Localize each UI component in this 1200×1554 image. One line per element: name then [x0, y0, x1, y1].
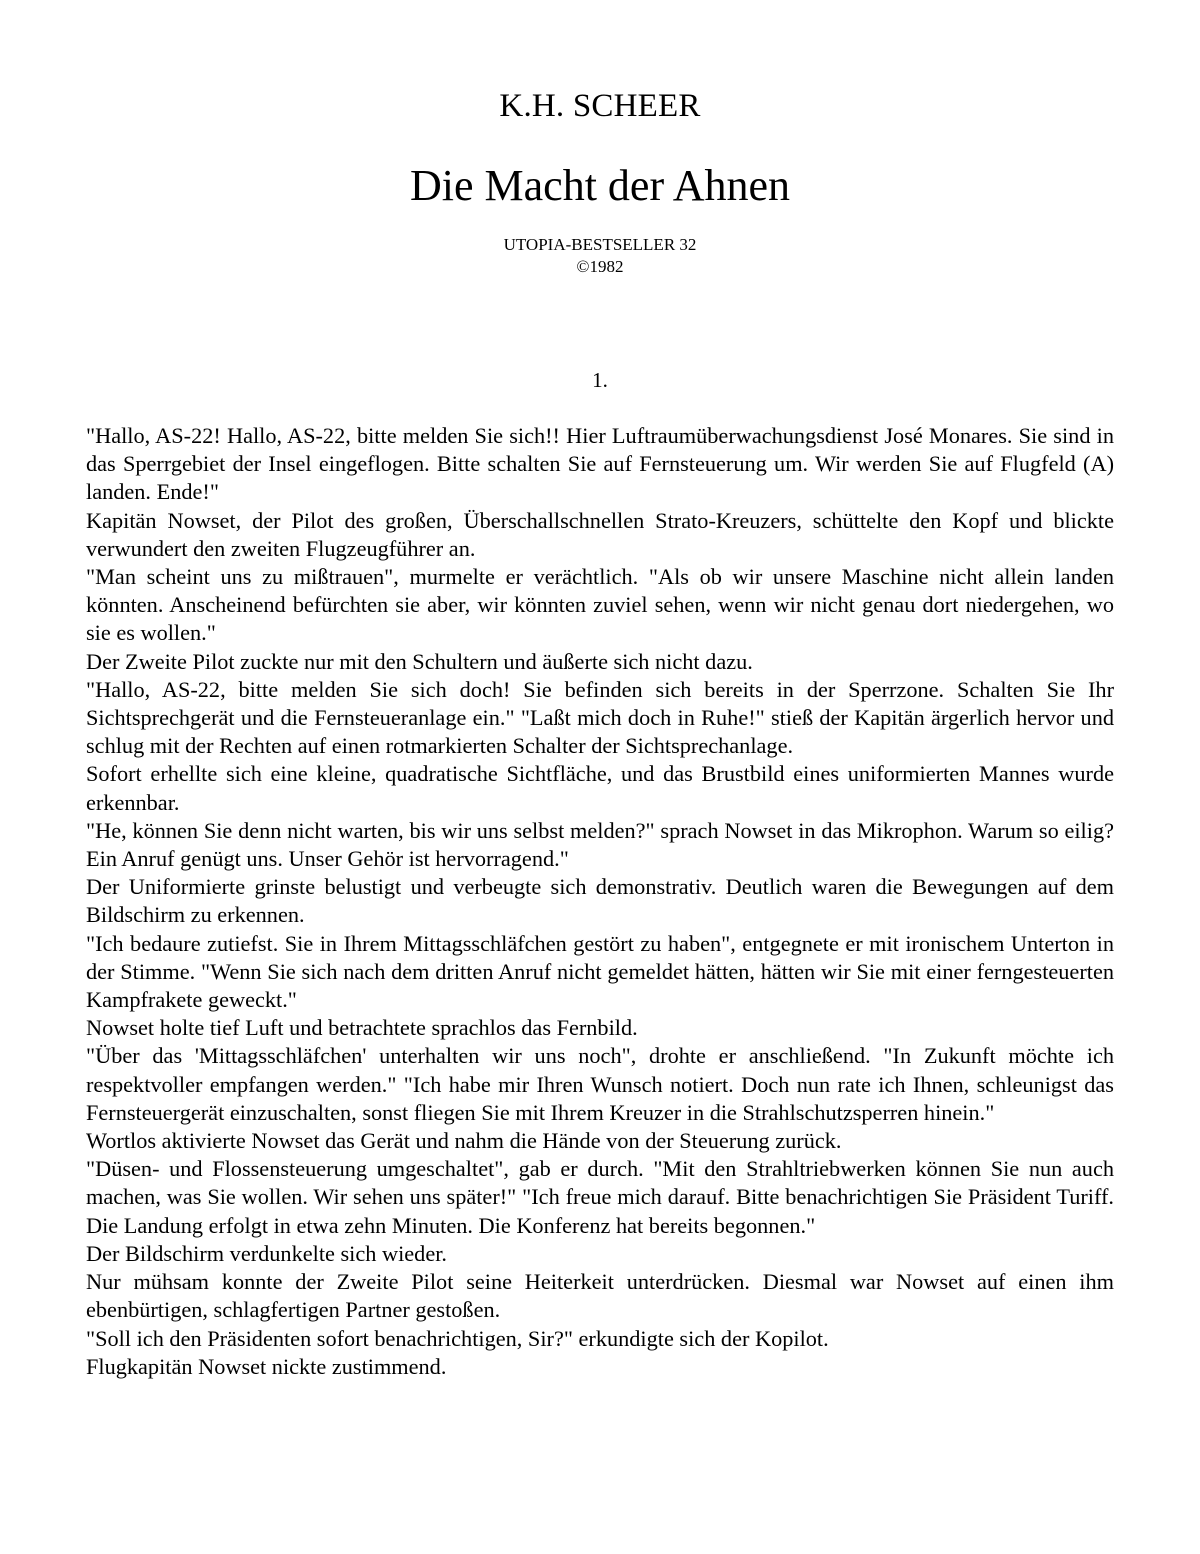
chapter-body [86, 422, 1114, 1381]
paragraph: Der Bildschirm verdunkelte sich wieder. [86, 1240, 447, 1266]
paragraph: "Hallo, AS-22! Hallo, AS-22, bitte melden Sie sich!! Hier Luftraumüberwachungsdienst José Monares. Sie sind in das Sperrgebiet der Insel eingeflogen. Bitte schalten Sie auf Fernsteuerung um. Wir werden Sie auf Flugfeld (A) landen. Ende!" [86, 423, 1114, 505]
paragraph: "Man scheint uns zu mißtrauen", murmelte er verächtlich. "Als ob wir unsere Maschine nicht allein landen könnten. Anscheinend befürchten sie aber, wir könnten zuviel sehen, wenn wir nicht genau dort niedergehen, wo sie es wollen." [86, 564, 1114, 646]
paragraph: Kapitän Nowset, der Pilot des großen, Überschallschnellen Strato-Kreuzers, schüttelte den Kopf und blickte verwundert den zweiten Flugzeugführer an. [86, 507, 1114, 561]
paragraph: Wortlos aktivierte Nowset das Gerät und nahm die Hände von der Steuerung zurück. [86, 1128, 842, 1154]
chapter-number: 1. [592, 368, 608, 392]
paragraph: "Düsen- und Flossensteuerung umgeschaltet", gab er durch. "Mit den Strahltriebwerken können Sie nun auch machen, was Sie wollen. Wir sehen uns später!" "Ich freue mich darauf. Bitte benachrichtigen Sie Präsident Turiff. Die Landung erfolgt in etwa zehn Minuten. Die Konferenz hat bereits begonnen." [86, 1156, 1114, 1238]
paragraph: "Soll ich den Präsidenten sofort benachrichtigen, Sir?" erkundigte sich der Kopilot. [86, 1325, 829, 1351]
paragraph: "Ich bedaure zutiefst. Sie in Ihrem Mittagsschläfchen gestört zu haben", entgegnete er mit ironischem Unterton in der Stimme. "Wenn Sie sich nach dem dritten Anruf nicht gemeldet hätten, hätten wir Sie mit einer ferngesteuerten Kampfrakete geweckt." [86, 930, 1114, 1013]
author-name: K.H. SCHEER [499, 88, 701, 124]
copyright-year: ©1982 [576, 257, 624, 276]
paragraph: "Über das 'Mittagsschläfchen' unterhalten wir uns noch", drohte er anschließend. "In Zukunft möchte ich respektvoller empfangen werden." "Ich habe mir Ihren Wunsch notiert. Doch nun rate ich Ihnen, schleunigst das Fernsteuergerät einzuschalten, sonst fliegen Sie mit Ihrem Kreuzer in die Strahlschutzsperren hinein." [86, 1043, 1114, 1125]
paragraph: Sofort erhellte sich eine kleine, quadratische Sichtfläche, und das Brustbild eines uniformierten Mannes wurde erkennbar. [86, 761, 1114, 815]
series-label: UTOPIA-BESTSELLER 32 [503, 235, 697, 254]
paragraph: "He, können Sie denn nicht warten, bis wir uns selbst melden?" sprach Nowset in das Mikrophon. Warum so eilig? Ein Anruf genügt uns. Unser Gehör ist hervorragend." [86, 817, 1114, 872]
paragraph: "Hallo, AS-22, bitte melden Sie sich doch! Sie befinden sich bereits in der Sperrzone. Schalten Sie Ihr Sichtsprechgerät und die Fernsteueranlage ein." "Laßt mich doch in Ruhe!" stieß der Kapitän ärgerlich hervor und schlug mit der Rechten auf einen rotmarkierten Schalter der Sichtsprechanlage. [86, 676, 1114, 759]
book-title: Die Macht der Ahnen [410, 161, 790, 210]
paragraph: Der Uniformierte grinste belustigt und verbeugte sich demonstrativ. Deutlich waren die Bewegungen auf dem Bildschirm zu erkennen. [86, 874, 1114, 928]
paragraph: Nur mühsam konnte der Zweite Pilot seine Heiterkeit unterdrücken. Diesmal war Nowset auf einen ihm ebenbürtigen, schlagfertigen Partner gestoßen. [86, 1269, 1114, 1323]
paragraph: Nowset holte tief Luft und betrachtete sprachlos das Fernbild. [86, 1015, 638, 1041]
paragraph: Flugkapitän Nowset nickte zustimmend. [86, 1353, 447, 1379]
paragraph: Der Zweite Pilot zuckte nur mit den Schultern und äußerte sich nicht dazu. [86, 648, 753, 674]
